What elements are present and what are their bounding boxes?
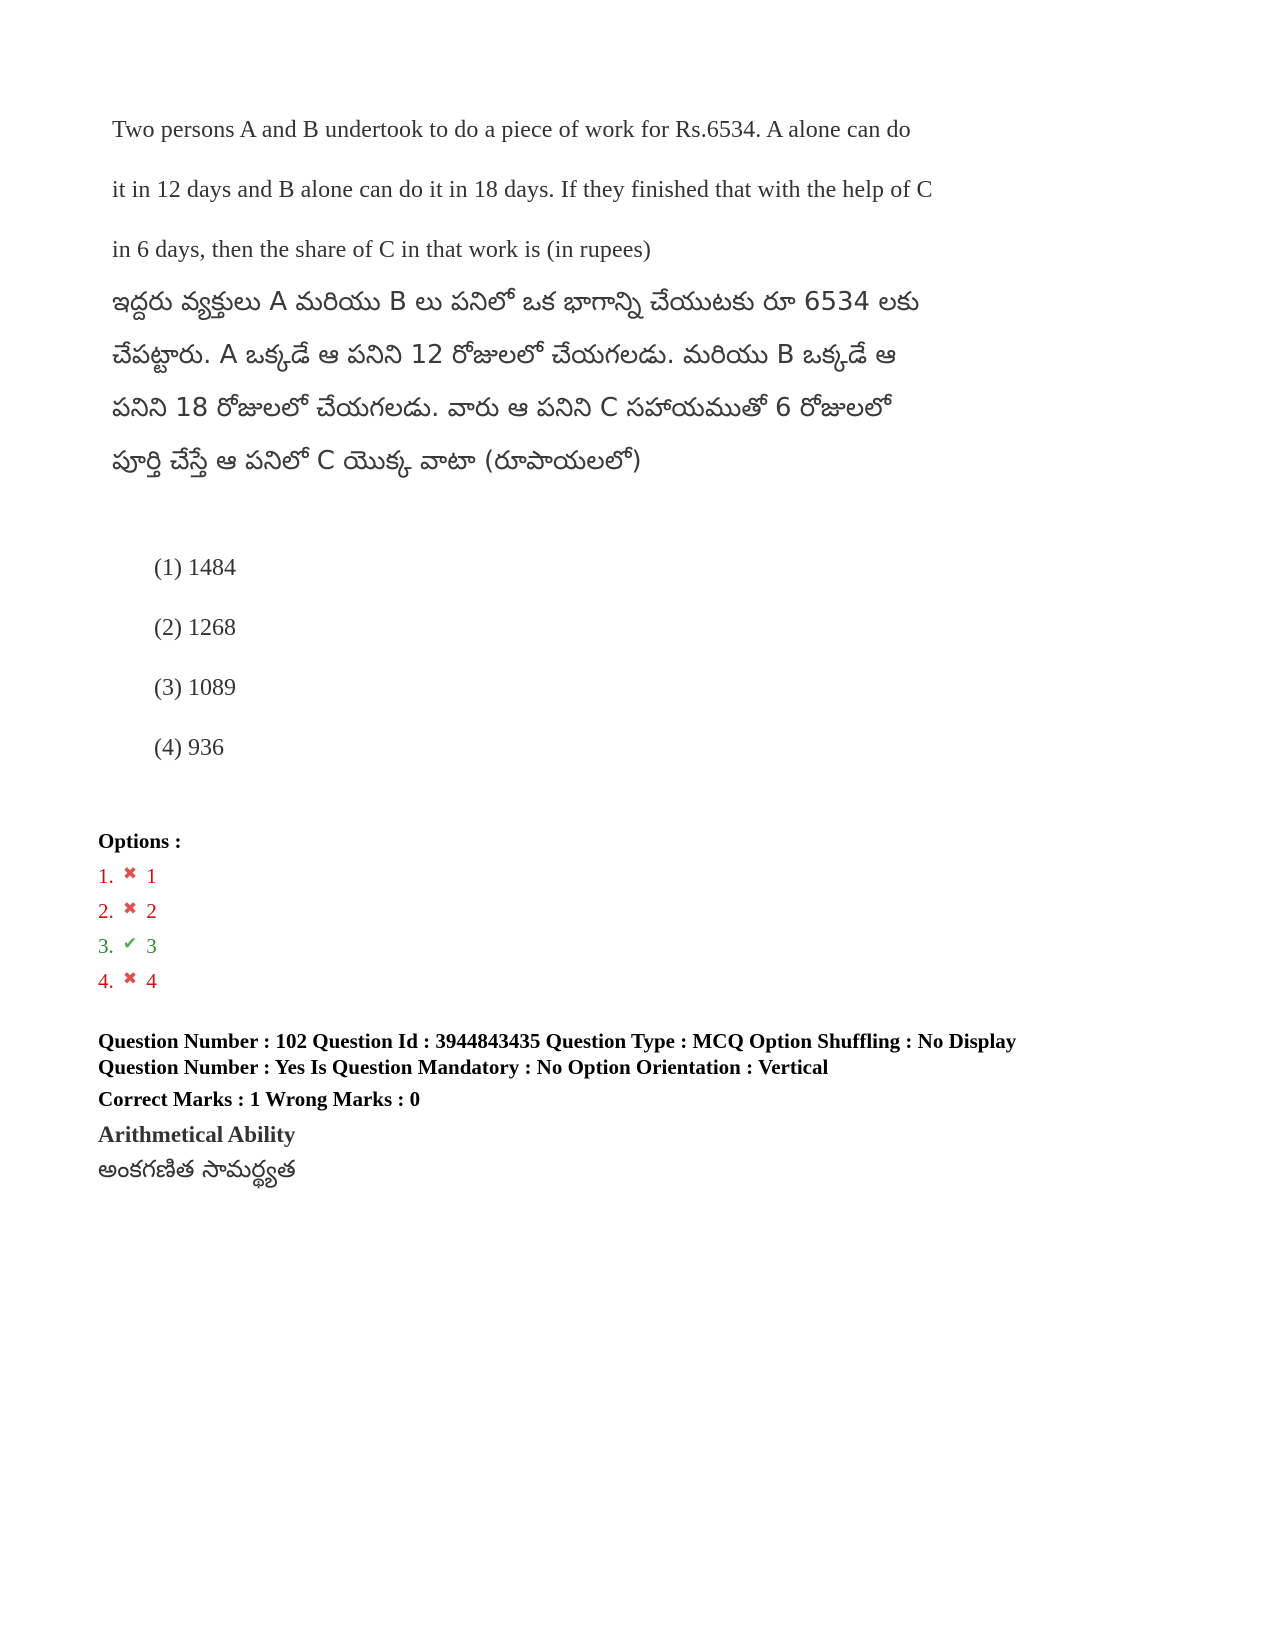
option-item (98, 961, 181, 996)
question-meta (98, 1028, 1016, 1112)
cross-icon: ✖ (122, 864, 138, 883)
question-marks: Correct Marks : 1 Wrong Marks : 0 (98, 1087, 421, 1111)
question-telugu-line: చేపట్టారు. A ఒక్కడే ఆ పనిని 12 రోజులలో చేయగలడు. మరియు B ఒక్కడే ఆ (112, 340, 897, 370)
options-list (98, 826, 181, 996)
answer-choice: (3) 1089 (154, 675, 236, 701)
question-telugu-line: పూర్తి చేస్తే ఆ పనిలో C యొక్క వాటా (రూపాయలలో) (112, 446, 642, 476)
question-english-line: in 6 days, then the share of C in that work is (in rupees) (112, 237, 652, 263)
question-english-line: it in 12 days and B alone can do it in 18 days. If they finished that with the help of C (112, 177, 933, 203)
question-meta-line: Question Number : 102 Question Id : 3944843435 Question Type : MCQ Option Shuffling : No Display (98, 1029, 1017, 1053)
question-meta-line: Question Number : Yes Is Question Mandatory : No Option Orientation : Vertical (98, 1055, 829, 1079)
option-item (98, 856, 181, 891)
option-value: 1 (146, 864, 157, 888)
options-title: Options : (98, 829, 182, 853)
option-number: 2. (98, 899, 114, 923)
section-title-telugu: అంకగణిత సామర్థ్యత (98, 1155, 296, 1183)
section-heading (98, 1118, 296, 1186)
option-item (98, 891, 181, 926)
option-item (98, 926, 181, 961)
option-value: 3 (146, 934, 157, 958)
question-telugu-line: ఇద్దరు వ్యక్తులు A మరియు B లు పనిలో ఒక భాగాన్ని చేయుటకు రూ 6534 లకు (112, 287, 920, 317)
question-telugu-line: పనిని 18 రోజులలో చేయగలడు. వారు ఆ పనిని C సహాయముతో 6 రోజులలో (112, 393, 892, 423)
option-number: 3. (98, 934, 114, 958)
check-icon: ✔ (122, 934, 138, 953)
question-telugu (112, 276, 1012, 488)
answer-choice: (4) 936 (154, 735, 224, 761)
answer-choice: (1) 1484 (154, 555, 236, 581)
option-value: 2 (146, 899, 157, 923)
cross-icon: ✖ (122, 899, 138, 918)
option-number: 4. (98, 969, 114, 993)
cross-icon: ✖ (122, 969, 138, 988)
answer-choices (154, 538, 1012, 778)
answer-choice: (2) 1268 (154, 615, 236, 641)
section-title-english: Arithmetical Ability (98, 1122, 296, 1147)
option-number: 1. (98, 864, 114, 888)
option-value: 4 (146, 969, 157, 993)
question-image (112, 100, 1012, 778)
question-english-line: Two persons A and B undertook to do a piece of work for Rs.6534. A alone can do (112, 117, 911, 143)
